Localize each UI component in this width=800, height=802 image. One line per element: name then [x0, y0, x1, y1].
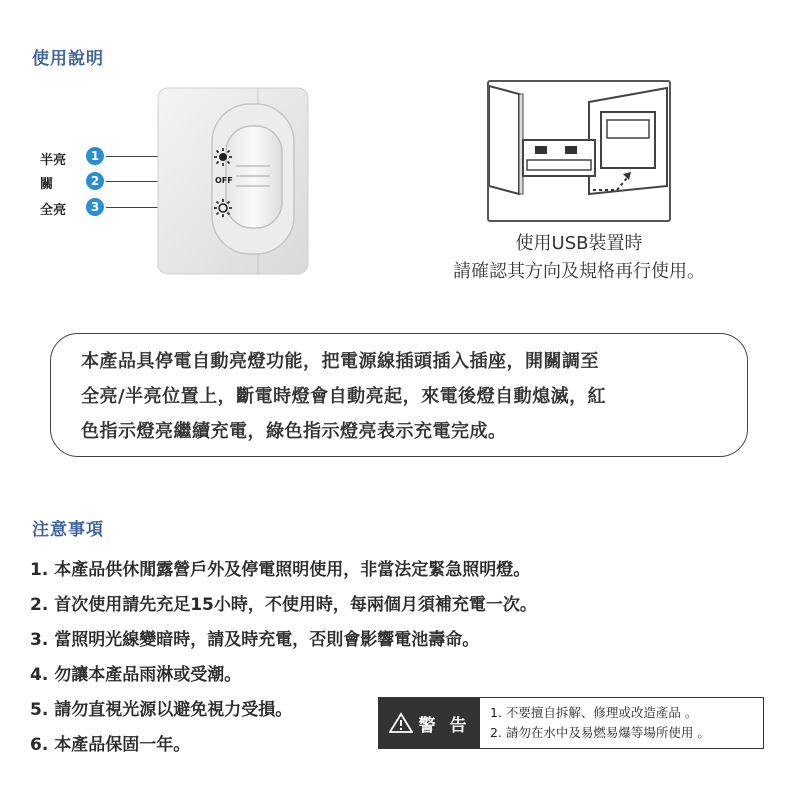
- usb-caption-line2: 請確認其方向及規格再行使用。: [453, 261, 705, 282]
- number-badge-3: 3: [86, 198, 104, 216]
- list-item: 5. 請勿直視光源以避免視力受損。: [30, 700, 293, 720]
- half-bright-sun-icon: [213, 147, 233, 167]
- notice-box: [50, 333, 748, 457]
- usb-illustration: [487, 80, 671, 222]
- label-full-bright: 全亮: [40, 203, 67, 218]
- list-item: 4. 勿讓本產品雨淋或受潮。: [30, 665, 242, 685]
- usb-caption-line1: 使用USB裝置時: [515, 233, 643, 254]
- warning-triangle-icon: [389, 712, 413, 734]
- precautions-title: 注意事項: [32, 520, 104, 540]
- label-half-bright: 半亮: [40, 153, 67, 168]
- warning-item: 2. 請勿在水中及易燃易爆等場所使用 。: [490, 725, 710, 740]
- notice-line: 全亮/半亮位置上，斷電時燈會自動亮起，來電後燈自動熄滅，紅: [81, 386, 607, 407]
- list-item: 2. 首次使用請先充足15小時，不使用時，每兩個月須補充電一次。: [30, 595, 537, 615]
- usb-caption: [420, 230, 738, 286]
- notice-line: 色指示燈亮繼續充電，綠色指示燈亮表示充電完成。: [81, 421, 507, 442]
- switch-illustration: [40, 84, 330, 276]
- warning-item: 1. 不要擅自拆解、修理或改造產品 。: [490, 705, 698, 720]
- number-badge-1: 1: [86, 147, 104, 165]
- number-badge-2: 2: [86, 172, 104, 190]
- usb-plug-icon: [489, 82, 669, 220]
- warning-header: [379, 698, 480, 748]
- label-off: 關: [40, 177, 54, 192]
- warning-box: [378, 697, 764, 749]
- list-item: 6. 本產品保固一年。: [30, 735, 191, 755]
- list-item: 3. 當照明光線變暗時，請及時充電，否則會影響電池壽命。: [30, 630, 480, 650]
- warning-items: [480, 698, 710, 748]
- off-label: OFF: [215, 176, 233, 185]
- list-item: 1. 本產品供休閒露營戶外及停電照明使用，非當法定緊急照明燈。: [30, 560, 531, 580]
- notice-line: 本產品具停電自動亮燈功能，把電源線插頭插入插座，開關調至: [81, 351, 599, 372]
- full-bright-sun-icon: [213, 198, 233, 218]
- warning-label: 警 告: [418, 715, 471, 736]
- usage-title: 使用說明: [32, 49, 104, 69]
